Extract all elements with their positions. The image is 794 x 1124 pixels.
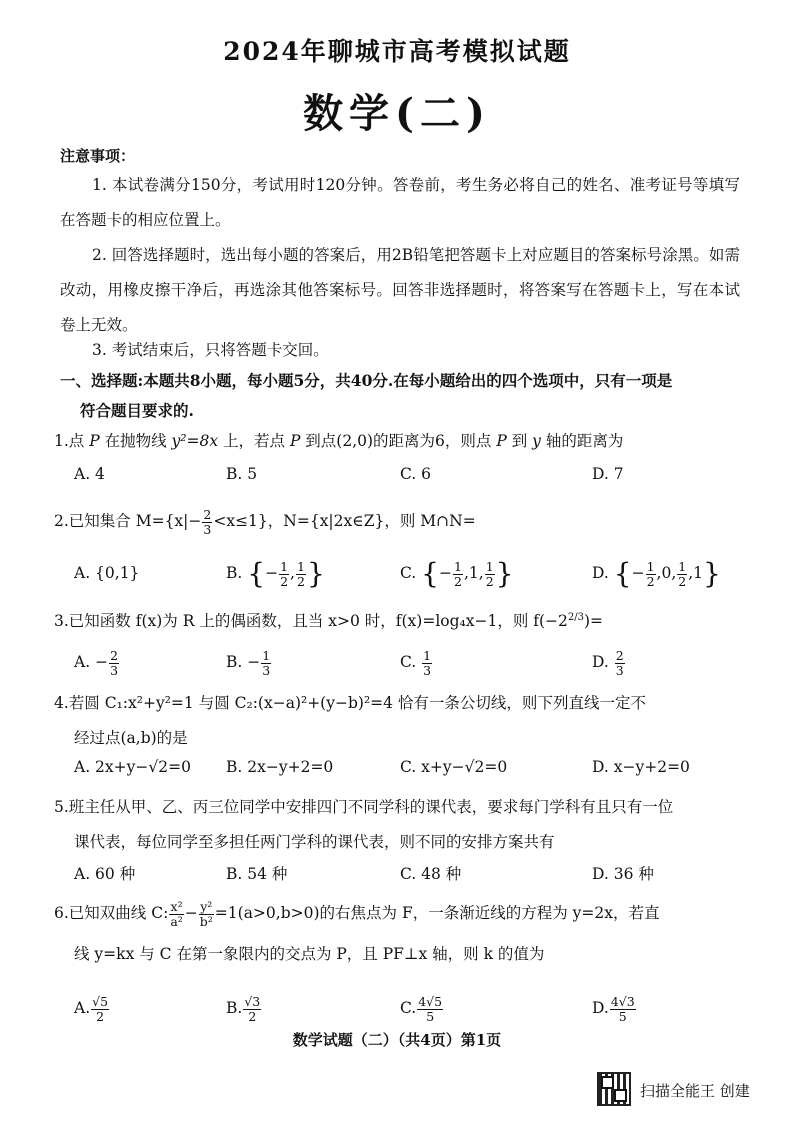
q4-line2: 经过点(a,b)的是 bbox=[74, 729, 188, 747]
q1-text: 轴的距离为 bbox=[540, 432, 624, 450]
frac bbox=[199, 900, 214, 929]
den: 2 bbox=[678, 573, 687, 589]
q1-text: 到 bbox=[506, 432, 533, 450]
q2-option-a: A. {0,1} bbox=[74, 564, 140, 582]
q5-line2: 课代表，每位同学至多担任两门学科的课代表，则不同的安排方案共有 bbox=[74, 833, 555, 851]
num: 1 bbox=[646, 558, 655, 574]
brace-open: { bbox=[421, 557, 439, 590]
q1-var: P bbox=[89, 432, 100, 450]
q3-exponent: 2/3 bbox=[567, 612, 584, 623]
q6-options bbox=[74, 990, 734, 1030]
question-5 bbox=[54, 790, 744, 860]
minus: − bbox=[95, 653, 109, 671]
q6-line2: 线 y=kx 与 C 在第一象限内的交点为 P，且 PF⊥x 轴，则 k 的值为 bbox=[74, 945, 545, 963]
q1-var: P bbox=[496, 432, 507, 450]
num: 2 bbox=[110, 647, 119, 663]
option-label: D. bbox=[592, 999, 609, 1017]
question-1 bbox=[54, 424, 744, 459]
question-2 bbox=[54, 504, 744, 539]
section-heading-line2: 符合题目要求的. bbox=[80, 401, 194, 420]
q3-text: 3.已知函数 f(x)为 R 上的偶函数，且当 x>0 时，f(x)=log₄x−1，则 f(−2 bbox=[54, 612, 568, 631]
brace-open: { bbox=[247, 557, 266, 590]
q1-text: 在抛物线 bbox=[99, 432, 172, 450]
q2-option-d bbox=[592, 556, 721, 591]
q4-options bbox=[74, 758, 734, 788]
brace-open: { bbox=[613, 557, 632, 590]
num: √5 bbox=[92, 993, 109, 1009]
minus: − bbox=[247, 653, 261, 671]
q5-option-c: C. 48 种 bbox=[400, 865, 462, 883]
num: y² bbox=[200, 898, 213, 914]
den: 3 bbox=[262, 662, 271, 678]
q3-option-d bbox=[592, 645, 626, 679]
den: 2 bbox=[485, 573, 494, 589]
q4-option-d: D. x−y+2=0 bbox=[592, 758, 690, 776]
frac bbox=[109, 649, 119, 678]
num: 1 bbox=[678, 558, 687, 574]
comma: , bbox=[671, 564, 677, 582]
q4-option-b: B. 2x−y+2=0 bbox=[226, 758, 334, 776]
q3-option-b bbox=[226, 645, 272, 679]
frac bbox=[453, 560, 463, 589]
value: 0 bbox=[661, 564, 672, 582]
option-label: B. bbox=[226, 653, 243, 671]
note-item-1: 1. 本试卷满分150分，考试用时120分钟。答卷前，考生务必将自己的姓名、准考证号等填写在答题卡的相应位置上。 bbox=[60, 176, 740, 229]
note-item-3: 3. 考试结束后，只将答题卡交回。 bbox=[92, 341, 329, 359]
num: 1 bbox=[423, 647, 432, 663]
den: 5 bbox=[618, 1008, 627, 1024]
option-label: D. bbox=[592, 564, 609, 582]
minus: − bbox=[265, 564, 279, 582]
den: 2 bbox=[646, 573, 655, 589]
q1-text: 1.点 bbox=[54, 432, 90, 450]
num: 1 bbox=[280, 558, 289, 574]
comma: , bbox=[290, 564, 295, 582]
den: 2 bbox=[454, 573, 462, 589]
option-label: C. bbox=[400, 653, 417, 671]
option-label: A. bbox=[74, 653, 91, 671]
num: √3 bbox=[244, 993, 261, 1009]
num: 1 bbox=[454, 558, 462, 574]
q6-option-b bbox=[226, 990, 262, 1026]
frac bbox=[296, 560, 306, 589]
q2-text: <x≤1}，N={x|2x∈Z}，则 M∩N= bbox=[213, 512, 476, 530]
q5-options bbox=[74, 862, 734, 892]
num: 4√3 bbox=[610, 993, 635, 1009]
q2-option-c bbox=[400, 556, 513, 591]
value: 1 bbox=[693, 564, 704, 582]
den: 2 bbox=[248, 1008, 257, 1024]
option-label: C. bbox=[400, 564, 417, 582]
q1-option-c: C. 6 bbox=[400, 465, 432, 483]
q2-frac-den: 3 bbox=[203, 521, 212, 537]
q1-option-d: D. 7 bbox=[592, 465, 624, 483]
notes-heading: 注意事项： bbox=[60, 147, 136, 165]
frac bbox=[615, 649, 625, 678]
qr-code-icon bbox=[597, 1072, 631, 1106]
comma: , bbox=[478, 564, 484, 582]
q3-options bbox=[74, 645, 734, 681]
value: 1 bbox=[468, 564, 479, 582]
option-label: C. bbox=[400, 999, 417, 1017]
q6-option-a bbox=[74, 990, 110, 1026]
q1-text: 上，若点 bbox=[218, 432, 290, 450]
num: 4√5 bbox=[418, 993, 443, 1009]
question-6 bbox=[54, 896, 744, 972]
den: 3 bbox=[423, 662, 432, 678]
q2-options bbox=[74, 556, 734, 592]
frac bbox=[485, 560, 495, 589]
den: 2 bbox=[280, 573, 289, 589]
num: 1 bbox=[485, 558, 494, 574]
q2-fraction bbox=[202, 508, 212, 537]
option-label: A. bbox=[74, 999, 91, 1017]
frac bbox=[417, 995, 443, 1024]
num: x² bbox=[170, 898, 183, 914]
brace-close: } bbox=[703, 557, 721, 590]
q6-line1 bbox=[54, 896, 744, 931]
q5-option-d: D. 36 种 bbox=[592, 865, 654, 883]
exam-title: 2024年聊城市高考模拟试题 bbox=[223, 37, 571, 66]
question-4 bbox=[54, 686, 744, 756]
q3-text: )= bbox=[584, 612, 604, 631]
den: 3 bbox=[615, 662, 624, 678]
page-footer: 数学试题（二）（共4页）第1页 bbox=[292, 1031, 502, 1049]
question-3 bbox=[54, 600, 744, 639]
scanner-watermark: 扫描全能王 创建 bbox=[640, 1082, 750, 1100]
den: b² bbox=[199, 913, 213, 929]
q2-text: 2.已知集合 M={x|− bbox=[54, 512, 202, 530]
q3-option-a bbox=[74, 645, 120, 679]
frac bbox=[422, 649, 432, 678]
q6-option-d bbox=[592, 990, 637, 1026]
frac bbox=[646, 560, 656, 589]
q5-option-b: B. 54 种 bbox=[226, 865, 288, 883]
minus: − bbox=[631, 564, 645, 582]
den: 3 bbox=[110, 662, 119, 678]
frac bbox=[610, 995, 636, 1024]
frac bbox=[91, 995, 109, 1024]
q1-options bbox=[74, 465, 734, 495]
section-heading bbox=[60, 366, 740, 426]
q4-option-c: C. x+y−√2=0 bbox=[400, 758, 508, 776]
q4-line1: 4.若圆 C₁:x²+y²=1 与圆 C₂:(x−a)²+(y−b)²=4 恰有一条公切线，则下列直线一定不 bbox=[54, 694, 646, 712]
num: 2 bbox=[615, 647, 624, 663]
comma: , bbox=[656, 564, 662, 582]
q4-option-a: A. 2x+y−√2=0 bbox=[74, 758, 191, 776]
q2-option-b bbox=[226, 556, 325, 591]
q1-option-a: A. 4 bbox=[74, 465, 105, 483]
option-label: D. bbox=[592, 653, 609, 671]
q1-var: y bbox=[532, 432, 541, 450]
den: 5 bbox=[426, 1008, 435, 1024]
q1-text: 到点(2,0)的距离为6，则点 bbox=[300, 432, 497, 450]
minus: − bbox=[184, 904, 198, 922]
frac bbox=[261, 649, 271, 678]
frac bbox=[169, 900, 183, 929]
den: 2 bbox=[96, 1008, 105, 1024]
q1-parabola: y²=8x bbox=[171, 432, 219, 450]
comma: , bbox=[463, 564, 469, 582]
q6-option-c bbox=[400, 990, 444, 1026]
minus: − bbox=[439, 564, 452, 582]
q6-text: 6.已知双曲线 C: bbox=[54, 904, 169, 922]
den: 2 bbox=[296, 573, 305, 589]
num: 1 bbox=[262, 647, 271, 663]
q5-line1: 5.班主任从甲、乙、丙三位同学中安排四门不同学科的课代表，要求每门学科有且只有一位 bbox=[54, 798, 674, 816]
q2-frac-num: 2 bbox=[203, 506, 212, 522]
q6-text: =1(a>0,b>0)的右焦点为 F，一条渐近线的方程为 y=2x，若直 bbox=[214, 904, 660, 922]
subject-title: 数学(二) bbox=[303, 90, 491, 137]
frac bbox=[243, 995, 261, 1024]
note-item-2: 2. 回答选择题时，选出每小题的答案后，用2B铅笔把答题卡上对应题目的答案标号涂黑。如需改动，用橡皮擦干净后，再选涂其他答案标号。回答非选择题时，将答案写在答题卡上，写在本试卷上无效。 bbox=[60, 246, 740, 334]
num: 1 bbox=[296, 558, 305, 574]
frac bbox=[279, 560, 289, 589]
frac bbox=[677, 560, 687, 589]
q5-option-a: A. 60 种 bbox=[74, 865, 136, 883]
q3-option-c bbox=[400, 645, 433, 679]
option-label: B. bbox=[226, 999, 243, 1017]
brace-close: } bbox=[306, 557, 325, 590]
comma: , bbox=[688, 564, 694, 582]
section-heading-line1: 一、选择题:本题共8小题，每小题5分，共40分.在每小题给出的四个选项中，只有一项是 bbox=[60, 371, 673, 390]
option-label: B. bbox=[226, 564, 243, 582]
den: a² bbox=[170, 913, 183, 929]
q1-option-b: B. 5 bbox=[226, 465, 258, 483]
brace-close: } bbox=[495, 557, 514, 590]
q1-var: P bbox=[289, 432, 301, 450]
